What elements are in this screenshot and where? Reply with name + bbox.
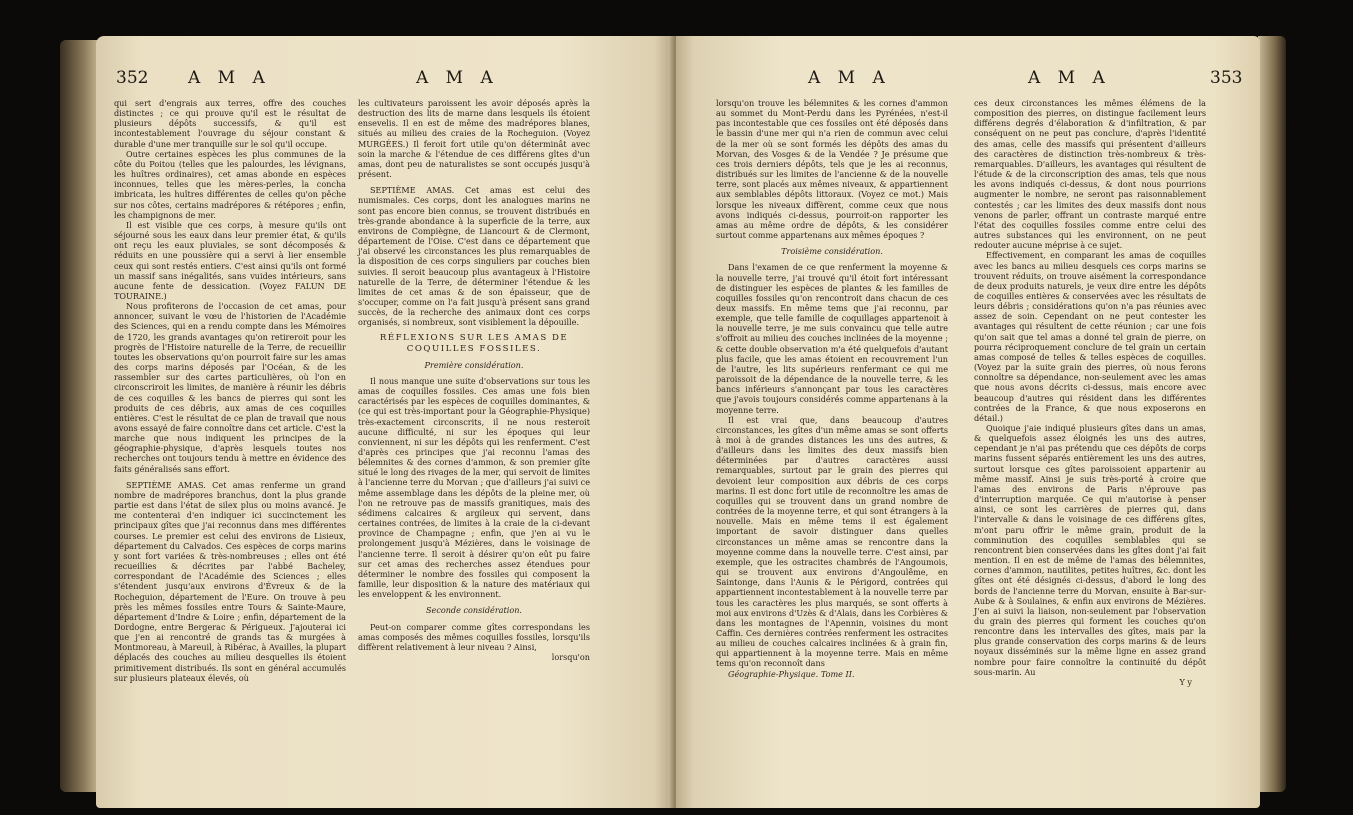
paragraph: Effectivement, en comparant les amas de coquilles avec les bancs au milieu desquels ces corps marins se trouvent réduits, on trouve aisément la correspondance de deux produits naturels, je veux dire entre les dépôts de coquilles entières & conservées avec les résultats de leurs débris ; considérations qu'on n'a pas réunies avec assez de soin. Cependant on ne peut contester les avantages qui résultent de cette réunion ; car une fois qu'on sait que tel amas a donné tel grain de pierre, on pourra réciproquement conclure de tel grain un certain amas composé de telles & telles espèces de coquilles. (Voyez par la suite grain des pierres, où nous ferons connoître sa dépendance, non-seulement avec les amas que nous avons décrits ci-dessus, mais encore avec beaucoup d'autres qui résident dans les différentes contrées de la France, & que nous exposerons en détail.) [974,250,1206,423]
paragraph: Il est vrai que, dans beaucoup d'autres circonstances, les gîtes d'un même amas se sont offerts à moi à de grandes distances les uns des autres, & d'ailleurs dans les limites des deux massifs bien déterminées par d'autres caractères aussi remarquables, surtout par le grain des pierres qui devoient leur composition aux débris de ces corps marins. Il est donc fort utile de reconnoître les amas de coquilles qui se trouvent dans un grand nombre de contrées de la moyenne terre, et qui sont étrangers à la nouvelle. Mais en même tems il est également important de savoir distinguer dans quelles circonstances un même amas se rencontre dans la moyenne comme dans la nouvelle terre. C'est ainsi, par exemple, que les ostracites chambrés de l'Angoumois, qui se trouvent aux environs d'Angoulême, en Saintonge, dans l'Aunis & le Périgord, contrées qui appartiennent incontestablement à la nouvelle terre par tous les caractères les plus marqués, se sont offerts à moi aux environs d'Uzès & d'Alais, dans les Corbières & dans les montagnes de l'Apennin, voisines du mont Caffin. Ces dernières contrées renferment les ostracites au milieu de couches calcaires inclinées & à grain fin, qui appartiennent à la moyenne terre. Mais en même tems qu'on reconnoît dans [716,414,948,669]
right-running-head-right: A M A [1028,68,1111,88]
signature-mark: Y y [1179,676,1192,687]
left-page-number: 352 [116,68,149,88]
section-heading: RÉFLEXIONS SUR LES AMAS DE COQUILLES FOSSILES. [379,333,569,354]
paragraph: lorsqu'on trouve les bélemnites & les cornes d'ammon au sommet du Mont-Perdu dans les Pyrénées, n'est-il pas incontestable que ces fossiles ont été déposés dans le bassin d'une mer qui n'a rien de commun avec celui de la mer où se sont formés les dépôts des amas du Morvan, des Vosges & de la Vendée ? Je présume que ces trois derniers dépôts, tels que je les ai reconnus, distribués sur les limites de l'ancienne & de la nouvelle terre, sont placés aux mêmes niveaux, & appartiennent aux semblables dépôts littoraux. (Voyez ce mot.) Mais lorsque les niveaux diffèrent, comme ceux que nous avons indiqués ci-dessus, pourroit-on rapporter les amas au même ordre de dépôts, & les considérer surtout comme appartenans aux mêmes époques ? [716,98,948,241]
left-column-2 [358,98,590,662]
left-page [96,36,672,808]
paragraph: SEPTIÈME AMAS. Cet amas renferme un grand nombre de madrépores branchus, dont la plus grande partie est dans l'état de silex plus ou moins avancé. Je me contenterai d'en indiquer ici succinctement les principaux gîtes que j'ai reconnus dans mes différentes courses. Le premier est celui des environs de Lisieux, département du Calvados. Ces espèces de corps marins y sont fort variées & très-nombreuses ; elles ont été recueillies & décrites par l'abbé Bacheley, correspondant de l'Académie des Sciences ; elles s'étendent jusqu'aux environs d'Évreux & de la Rocheguion, département de l'Eure. On trouve à peu près les mêmes fossiles entre Tours & Sainte-Maure, département d'Indre & Loire ; enfin, département de la Dordogne, entre Bergerac & Périgueux. J'ajouterai ici que j'en ai rencontré de grands tas & murgées à Montmoreau, à Mareuil, à Ribérac, à Availles, la plupart déplacés des couches au milieu desquelles ils étoient primitivement distribués. Ils sont en général accumulés sur plusieurs plateaux élevés, où [114,479,346,683]
right-column-1 [716,98,948,679]
paragraph: qui sert d'engrais aux terres, offre des couches distinctes ; ce qui prouve qu'il est le résultat de plusieurs dépôts successifs, & qu'il est incontestablement l'ouvrage du séjour constant & durable d'une mer tranquille sur le sol qu'il occupe. [114,98,346,149]
paragraph: ces deux circonstances les mêmes élémens de la composition des pierres, on distingue facilement leurs différens degrés d'élaboration & d'infiltration, & par conséquent on ne peut pas conclure, d'après l'identité des amas, celle des massifs qui présentent d'ailleurs des caractères de distinction très-nombreux & très-remarquables. D'ailleurs, les avantages qui résultent de l'étude & de la circonscription des amas, tels que nous les avons indiqués ci-dessus, & dont nous pourrions augmenter le nombre, ne seront pas raisonnablement contestés ; car les limites des deux massifs dont nous venons de parler, offrant un contraste marqué entre l'état des coquilles fossiles comme entre celui des autres substances qui les environnent, on ne peut redouter aucune méprise à ce sujet. [974,98,1206,251]
paragraph: Dans l'examen de ce que renferment la moyenne & la nouvelle terre, j'ai trouvé qu'il étoit fort intéressant de distinguer les espèces de plantes & les familles de coquilles fossiles qu'on rencontroit dans chacun de ces deux massifs. En même tems que j'ai reconnu, par exemple, que telle famille de coquillages appartenoit à la nouvelle terre, je me suis convaincu que telle autre s'offroit au milieu des couches inclinées de la moyenne ; & cette double observation m'a été quelquefois d'autant plus facile, que les amas étoient en recouvrement l'un de l'autre, les lits supérieurs renfermant ce qui me paroissoit de la dépendance de la nouvelle terre, & les bancs inférieurs s'annonçant par tous les caractères que j'avois toujours considérés comme appartenans à la moyenne terre. [716,262,948,415]
right-column-2 [974,98,1206,687]
paragraph: Il nous manque une suite d'observations sur tous les amas de coquilles fossiles. Ces amas une fois bien caractérisés par les espèces de coquilles dominantes, & (ce qui est très-important pour la Géographie-Physique) très-exactement circonscrits, il ne nous resteroit aucune difficulté, ni sur les époques qui leur conviennent, ni sur les dépôts qui les renferment. C'est d'après ces principes que j'ai reconnu l'amas des bélemnites & des cornes d'ammon, & son premier gîte situé le long des rivages de la mer, qui servoit de limites à l'ancienne terre du Morvan ; que d'ailleurs j'ai suivi ce même assemblage dans les dépôts de la pleine mer, où l'on ne retrouve pas de massifs granitiques, mais des sédimens calcaires & argileux qui servent, dans certaines contrées, de limites à la craie de la ci-devant province de Champagne ; enfin, que j'en ai vu le prolongement jusqu'à Mézières, dans le voisinage de l'ancienne terre. Il seroit à désirer qu'on eût pu faire sur cet amas des recherches assez étendues pour déterminer le nombre des fossiles qui composent la famille, leur disposition & la nature des matériaux qui les enveloppent & les environnent. [358,375,590,600]
subsection-heading: Seconde considération. [425,605,523,616]
paragraph: Outre certaines espèces les plus communes de la côte du Poitou (telles que les palourdes, les lévignans, les huîtres ordinaires), cet amas abonde en espèces inconnues, telles que les mères-perles, la concha imbricata, les huîtres différentes de celles qu'on pêche sur nos côtes, certains madrépores & rétépores ; enfin, les champignons de mer. [114,148,346,220]
right-page-edges [1258,36,1286,792]
paragraph: Il est visible que ces corps, à mesure qu'ils ont séjourné sous les eaux dans leur premier état, & qu'ils ont reçu les eaux pluviales, se sont décomposés & réduits en une poussière qui a servi à lier ensemble ceux qui sont restés entiers. C'est ainsi qu'ils ont formé un massif sans inégalités, sans vuides intérieurs, sans aucune fente de dessication. (Voyez FALUN DE TOURAINE.) [114,219,346,301]
right-running-head-left: A M A [808,68,891,88]
paragraph: Nous profiterons de l'occasion de cet amas, pour annoncer, suivant le vœu de l'historien de l'Académie des Sciences, qui en a rendu compte dans les Mémoires de 1720, les grands avantages qu'on retireroit pour les progrès de l'Histoire naturelle de la Terre, de recueillir toutes les observations qu'on pourroit faire sur les amas des corps marins déposés par l'Océan, & de les rassembler sur des cartes particulières, où l'on en circonscriroit les limites, de manière à réunir les débris de ces coquilles & les bancs de pierres qui sont les produits de ces débris, aux amas de ces coquilles entières. C'est le résultat de ce plan de travail que nous avons essayé de faire connoître dans cet article. C'est la marche que nous indiquent les principes de la géographie-physique, d'après lesquels toutes nos recherches ont toujours tendu à mettre en évidence des faits généralisés sans effort. [114,301,346,474]
left-page-edges [60,40,100,792]
subsection-heading: Troisième considération. [781,246,883,257]
paragraph: SEPTIÈME AMAS. Cet amas est celui des numismales. Ces corps, dont les analogues marins ne sont pas encore bien connus, se trouvent distribués en très-grande abondance à la superficie de la terre, aux environs de Compiègne, de Liancourt & de Clermont, département de l'Oise. C'est dans ce département que j'ai observé les circonstances les plus remarquables de la disposition de ces corps singuliers par couches bien suivies. Il seroit beaucoup plus avantageux à l'Histoire naturelle de la Terre, de déterminer l'étendue & les limites de cet amas & de son épaisseur, que de s'occuper, comme on l'a fait jusqu'à présent sans grand succès, de la recherche des animaux dont ces corps organisés, si nombreux, sont visiblement la dépouille. [358,185,590,328]
right-page-number: 353 [1210,68,1243,88]
paragraph: Quoique j'aie indiqué plusieurs gîtes dans un amas, & quelquefois assez éloignés les uns des autres, cependant je n'ai pas prétendu que ces dépôts de corps marins fussent séparés entièrement les uns des autres, surtout lorsque ces gîtes paroissoient appartenir au même massif. Ainsi je suis très-porté à croire que l'amas des environs de Paris n'éprouve pas d'interruption marquée. Ce qui m'autorise à penser ainsi, ce sont les carrières de pierres qui, dans l'intervalle & dans le voisinage de ces différens gîtes, m'ont paru offrir le même grain, produit de la comminution des coquilles semblables qui se rencontrent bien conservées dans les gîtes dont j'ai fait mention. Il en est de même de l'amas des bélemnites, cornes d'ammon, nautilites, petites huîtres, &c. dont les gîtes ont été désignés ci-dessus, d'abord le long des bords de l'ancienne terre du Morvan, ensuite à Bar-sur-Aube & à Soulaines, & enfin aux environs de Mézières. J'en ai suivi la liaison, non-seulement par l'observation du grain des pierres qui forment les couches qu'on rencontre dans les intervalles des gîtes, mais par la plus grande conservation des corps marins & de leurs noyaux disséminés sur la même ligne en assez grand nombre pour faire connoître la continuité du dépôt sous-marin. Au [974,423,1206,677]
paragraph: Peut-on comparer comme gîtes correspondans les amas composés des mêmes coquilles fossiles, lorsqu'ils diffèrent relativement à leur niveau ? Ainsi, [358,621,590,652]
left-running-head: A M A [188,68,271,88]
left-running-head-2: A M A [416,68,499,88]
book-title-footer: Géographie-Physique. Tome II. [728,668,855,679]
paragraph: les cultivateurs paroissent les avoir déposés après la destruction des lits de marne dans lesquels ils étoient ensevelis. Il en est de même des madrépores blanes, situés au milieu des craies de la Rocheguion. (Voyez MURGÉES.) Il feroit fort utile qu'on déterminât avec soin la marche & l'étendue de ces différens gîtes d'un amas, dont peu de naturalistes se sont occupés jusqu'à présent. [358,98,590,180]
catchword: lorsqu'on [551,651,590,662]
right-page [676,36,1260,808]
left-column-1 [114,98,346,683]
subsection-heading: Première considération. [424,359,524,370]
